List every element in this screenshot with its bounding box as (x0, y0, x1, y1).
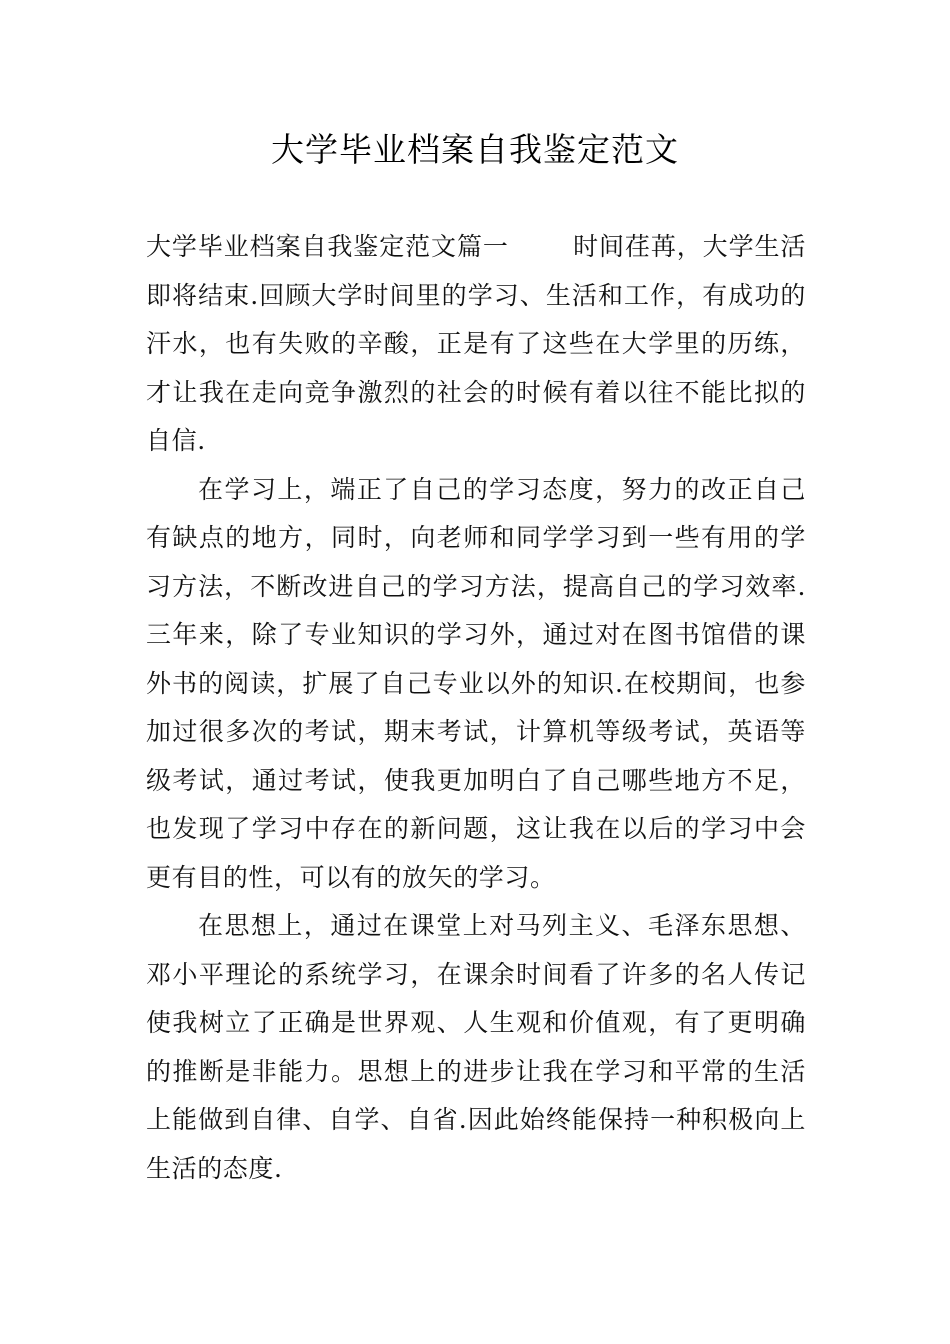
document-title: 大学毕业档案自我鉴定范文 (271, 130, 679, 169)
paragraph-2: 在学习上，端正了自己的学习态度，努力的改正自己有缺点的地方，同时，向老师和同学学习到一些有用的学习方法，不断改进自己的学习方法，提高自己的学习效率.三年来，除了专业知识的学习外，通过对在图书馆借的课外书的阅读，扩展了自己专业以外的知识.在校期间，也参加过很多次的考试，期末考试，计算机等级考试，英语等级考试，通过考试，使我更加明白了自己哪些地方不足，也发现了学习中存在的新问题，这让我在以后的学习中会更有目的性，可以有的放矢的学习。 (146, 474, 806, 892)
paragraph-1 (146, 223, 806, 466)
document-body (146, 223, 806, 1193)
paragraph-1-text: 时间荏苒，大学生活即将结束.回顾大学时间里的学习、生活和工作，有成功的汗水，也有失败的辛酸，正是有了这些在大学里的历练，才让我在走向竞争激烈的社会的时候有着以往不能比拟的自信. (146, 232, 806, 455)
paragraph-3: 在思想上，通过在课堂上对马列主义、毛泽东思想、邓小平理论的系统学习，在课余时间看了许多的名人传记使我树立了正确是世界观、人生观和价值观，有了更明确的推断是非能力。思想上的进步让我在学习和平常的生活上能做到自律、自学、自省.因此始终能保持一种积极向上生活的态度. (146, 911, 806, 1183)
paragraph-1-heading: 大学毕业档案自我鉴定范文篇一 (146, 232, 509, 261)
